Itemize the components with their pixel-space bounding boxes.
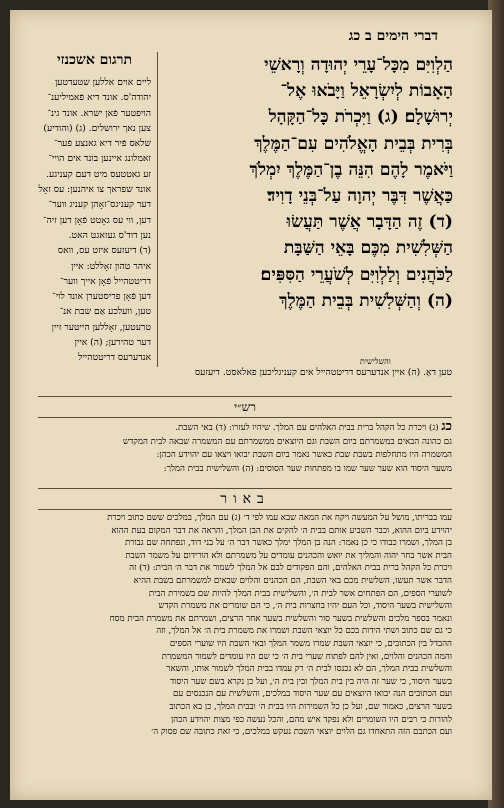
- rashi-commentary: [38, 420, 452, 476]
- yiddish-line: איהר טהון זאָללט: איין: [71, 260, 151, 272]
- biur-line: בשער הרצים, כאמור שם, ועל כן כל השמירות היו בבית ה׳ ובבית המלך, כן בא הכתוב: [169, 701, 452, 712]
- hebrew-verse-line: הָאָבוֹת לְיִשְׂרָאֵל וַיָּבֹאוּ אֶל־: [280, 81, 453, 102]
- rashi-line: משער היסוד הוא שער שער שמו בו מפתחות שער הסוסים: (ה) והשלישית בבית המלך:: [163, 463, 452, 474]
- yiddish-line: דער טהירען; (ה) איין: [74, 337, 151, 349]
- biur-line: ונאמר בספר מלכים והשלשית בשער סור והשלשית בשער אחר הרצים, ושמרתם את משמרת הבית מסח: [109, 613, 452, 624]
- biur-line: והשלשית בבית המלך, הם לא נכנסו לבית ה׳ רק עמדו בבית המלך לשמור אותו, והשאר: [166, 664, 452, 675]
- yiddish-line: שלאס פֿיר דיא גאנצע פֿער־: [54, 138, 151, 150]
- biur-line: עמו בבריתו, מושל על המעשה ויקח את המאה שבא עמו לפי ד׳ (ג) עם המלך, במלכים ששם כתוב ויכרת: [107, 513, 452, 523]
- translation-heading: תרגום אשכנזי: [56, 52, 133, 68]
- rashi-line: גם כהונה הבאים במשמרתם ביום השבת וגם היוצאים ממשמרתם עם המשמרה שבאה לבית המקדש: [123, 436, 452, 447]
- yiddish-line: דען פֿאָן פריסטערן אונד לוי־: [52, 291, 151, 303]
- page-header: [38, 28, 438, 50]
- biur-line: ועם הכתבם הזה התאחדו גם הלוים יוצאי השבת נעקש במלכים, כי זאת כתובה שם פסוק ה׳: [151, 727, 452, 738]
- chapter-marker: כג: [441, 420, 452, 434]
- biur-line: והמה הכהנים והלוים, ואין להם לפתוח שערי בית ה׳ כי שם היו עומדים לשמור המשמרת: [161, 651, 452, 662]
- rashi-line: המשמרה היו מתחלפות בשבת שבת כאשר נאמר ביום השבת יבואו ויצאו עם יהוידע הכהן:: [156, 450, 452, 460]
- biur-line: ויכרת כל הקהל ברית בבית האלהים, והם הפקודים לבם אל המלך לשמור את דבר ה׳ הבית: (ד) זה: [129, 563, 452, 574]
- biur-line: והשלישית בשער היסוד, וכל העם יהיו בחצרות בית ה׳, כי הם שומרים את משמרת הקדש: [158, 601, 452, 612]
- yiddish-footer-line: טען דאָ. (ה) איין אנדערעס דריטטהייל אים קעניגליכען פאלאסט. דיעזעס: [194, 367, 452, 378]
- yiddish-translation-column: [38, 52, 158, 367]
- hebrew-verse-line: (ה) וְהַשְּׁלִשִׁית בְּבֵית הַמֶּלֶךְ: [279, 290, 453, 311]
- yiddish-line: אונד שפראך צו איהנען: עס זאָל: [38, 184, 151, 196]
- yiddish-line: זע גאטטעס מיט דעם קעניגע.: [46, 168, 151, 180]
- biur-line: הדבר אשר תעשו, השלשית מכם באי השבת, הם הכהנים והלוים שבאים למשמרתם בשבת ההיא: [133, 575, 452, 586]
- yiddish-line: דען, ווי עס גאָטט פֿאָן דען זיה־: [43, 214, 151, 226]
- biur-line: לשוערי הספים, הם הפתחים אשר לבית ה׳, והשלישית בבית המלך להיות שם בשמירת הבית: [148, 588, 452, 599]
- yiddish-line: דריטטהייל פֿאָן אייך ווער־: [59, 275, 151, 287]
- hebrew-text-column: [165, 52, 453, 357]
- biur-line: יהוידע ביום ההוא, וכבר השביע אותם בבית ה׳ להקים את הבן המלך, והראה את דבר המקום בעת ההוא: [111, 525, 452, 536]
- yiddish-line: הויפטער פֿאן ישרא. אונד גינ־: [47, 107, 151, 119]
- yiddish-line: טען, וועלכע אַם שבת אנ־: [59, 306, 151, 318]
- yiddish-line: ליים אוים אללען שטעדטען: [54, 77, 151, 88]
- hebrew-verse-line: בְּרִית בְּבֵית הָאֱלֹהִים עִם־הַמֶּלֶךְ: [254, 133, 453, 154]
- hebrew-verse-line: יְרוּשָׁלָם׃ (ג) וַיִּכְרֹת כָּל־הַקָּהָל: [268, 107, 453, 128]
- rashi-text: (ג) ויכרת כל הקהל ברית בבית האלהים עם המלך. שיהיו לעזרו: (ד) באי השבת.: [175, 423, 439, 433]
- hebrew-verse-line: הַשְּׁלִשִׁית מִכֶּם בָּאֵי הַשַּׁבָּת: [283, 238, 453, 259]
- biur-line: הבית אשר בחר יהוה והמליך את יואש והכהנים עומדים על משמרתם ולא הורידום על משמר השבת: [125, 550, 452, 561]
- yiddish-line: יהודה'ס. אונד דיא פֿאמיליענ־: [47, 92, 151, 104]
- rashi-heading: רש״י: [38, 396, 452, 418]
- yiddish-line: צען נאך ירושלים. (ג) (והודיע): [43, 122, 151, 134]
- biur-line: להורות כי רבים היו השומרים ולא נפקד איש מהם, והכל נעשה כפי מצות יהוידע הכהן: [170, 714, 452, 725]
- hebrew-verse-line: כַּאֲשֶׁר דִּבֶּר יְהוָה עַל־בְּנֵי דָוִיד׃: [267, 186, 453, 207]
- hebrew-verse-line: וַיֹּאמֶר לָהֶם הִנֵּה בֶן־הַמֶּלֶךְ יִמְלֹךְ: [249, 159, 453, 180]
- biur-line: כי גם שם כתוב ושתי הידות בכם כל יוצאי השבת ושמרו את משמרת בית ה׳ אל המלך, וזה: [156, 626, 452, 637]
- biur-line: ההבדל בין הכתובים, כי יוצאי השבת שמרו משמר המלך ובאי השבת היו שוערי הספים: [169, 638, 452, 649]
- biur-line: בשער היסוד, כי שער זה היה בין בית המלך ובין בית ה׳, ועל כן נקרא בשם שער היסוד: [170, 676, 452, 687]
- yiddish-line: זאמלונג איינען בונד אים הויי־: [48, 153, 151, 165]
- yiddish-line: טרעטען, זאָללען הייטער זיין: [51, 321, 151, 333]
- rashi-line: [38, 420, 452, 436]
- hebrew-verse-line: הַלְוִיִּם מִכָּל־עָרֵי יְהוּדָה וְרָאשֵׁי: [264, 55, 453, 75]
- biur-commentary: [38, 512, 452, 739]
- yiddish-line: דער קעניגס־זאָהן קעניג ווער־: [48, 199, 151, 211]
- biur-heading: באור: [38, 488, 452, 510]
- hebrew-verse-line: (ד) זֶה הַדָּבָר אֲשֶׁר תַּעֲשׂוּ: [286, 212, 453, 233]
- biur-line: בן המלך, ושמרו כבודו כי כן נאמר: הנה בן המלך ימלך כאשר דבר ה׳ על בני דוד, ונפתחה שם גבורת: [124, 538, 452, 549]
- running-title: דברי הימים ב כג: [348, 28, 438, 44]
- yiddish-line: אנדערעס דריטטהייל: [78, 352, 151, 364]
- biur-line: ועם הכתובים הנה יבואו היוצאים עם שער היסוד במלכים, והשלשית עם הנכנסים עם: [173, 689, 452, 700]
- yiddish-line: נען דוד'ס געזאגט האט.: [68, 229, 151, 241]
- catchword: והשלישית: [360, 357, 391, 366]
- yiddish-line: (ד) דיעזעס איזט עס, וואס: [57, 245, 151, 257]
- hebrew-verse-line: לַכֹּהֲנִים וְלַלְוִיִּם לְשֹׁעֲרֵי הַסִּפִּים׃: [260, 264, 453, 285]
